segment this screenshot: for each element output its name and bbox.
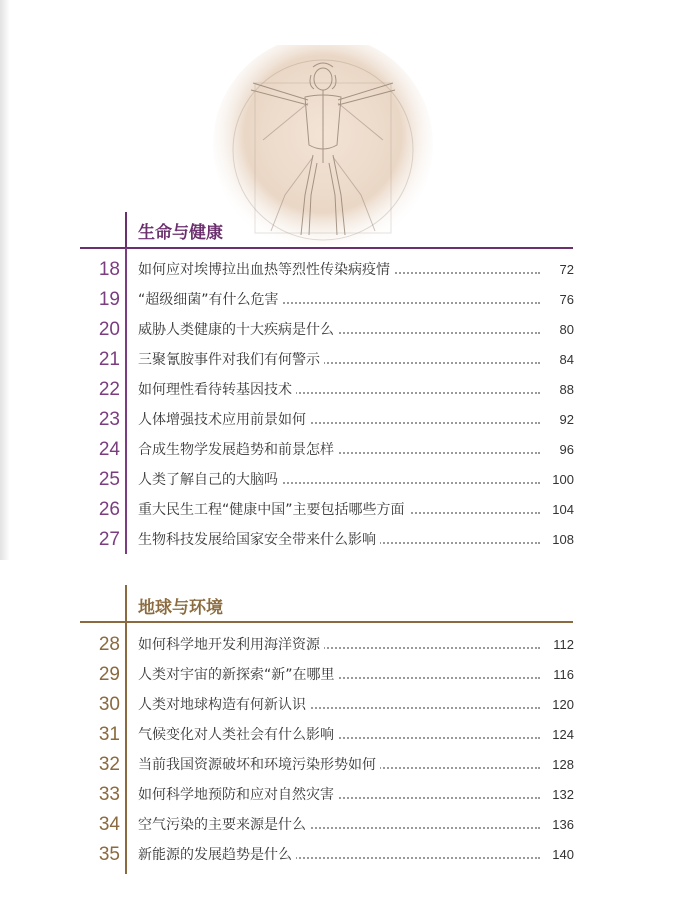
toc-entry[interactable] xyxy=(88,405,576,435)
toc-entry[interactable] xyxy=(88,660,576,690)
toc-entry-page: 128 xyxy=(548,750,574,780)
toc-entry-number: 34 xyxy=(98,814,120,835)
toc-entry-title: 新能源的发展趋势是什么 xyxy=(138,840,296,870)
toc-entry-number: 26 xyxy=(98,499,120,520)
toc-entry-number: 24 xyxy=(98,439,120,460)
toc-entry[interactable] xyxy=(88,315,576,345)
toc-entry-title: 人类了解自己的大脑吗 xyxy=(138,465,282,495)
toc-entry-page: 112 xyxy=(549,630,574,660)
toc-entry[interactable] xyxy=(88,345,576,375)
toc-entry-title: 人类对宇宙的新探索“新”在哪里 xyxy=(138,660,339,690)
toc-entry-number: 35 xyxy=(98,844,120,865)
vitruvian-man-illustration xyxy=(213,45,433,245)
section-title-health: 生命与健康 xyxy=(138,223,223,243)
toc-entry-title: 重大民生工程“健康中国”主要包括哪些方面 xyxy=(138,495,409,525)
toc-entry[interactable] xyxy=(88,630,576,660)
toc-entry-number: 25 xyxy=(98,469,120,490)
toc-entry-number: 27 xyxy=(98,529,120,550)
toc-entry-page: 108 xyxy=(548,525,574,555)
toc-entry-page: 124 xyxy=(548,720,574,750)
toc-entry-page: 92 xyxy=(556,405,574,435)
toc-entry-page: 96 xyxy=(556,435,574,465)
toc-entry-title: 人体增强技术应用前景如何 xyxy=(138,405,310,435)
toc-entry[interactable] xyxy=(88,255,576,285)
toc-entry-number: 29 xyxy=(98,664,120,685)
section-tick-earth xyxy=(125,585,127,621)
section-rule-earth xyxy=(80,621,573,623)
toc-entry-title: 如何应对埃博拉出血热等烈性传染病疫情 xyxy=(138,255,394,285)
toc-entry-number: 18 xyxy=(98,259,120,280)
toc-entry-number: 20 xyxy=(98,319,120,340)
toc-entry[interactable] xyxy=(88,375,576,405)
toc-entry-title: 空气污染的主要来源是什么 xyxy=(138,810,310,840)
toc-entry[interactable] xyxy=(88,465,576,495)
toc-entry-number: 21 xyxy=(98,349,120,370)
section-tick-health xyxy=(125,212,127,248)
toc-entry-title: 生物科技发展给国家安全带来什么影响 xyxy=(138,525,380,555)
toc-entry-title: 如何科学地开发利用海洋资源 xyxy=(138,630,324,660)
toc-entry-number: 22 xyxy=(98,379,120,400)
toc-entry-number: 33 xyxy=(98,784,120,805)
toc-entry-page: 136 xyxy=(548,810,574,840)
toc-entry-title: 三聚氰胺事件对我们有何警示 xyxy=(138,345,324,375)
toc-entry-title: “超级细菌”有什么危害 xyxy=(138,285,283,315)
toc-entry[interactable] xyxy=(88,810,576,840)
toc-entry[interactable] xyxy=(88,495,576,525)
toc-entry-number: 31 xyxy=(98,724,120,745)
section-title-earth: 地球与环境 xyxy=(138,598,223,618)
toc-entry-page: 88 xyxy=(556,375,574,405)
toc-entry-title: 当前我国资源破坏和环境污染形势如何 xyxy=(138,750,380,780)
toc-entry-page: 72 xyxy=(556,255,574,285)
toc-entry-page: 140 xyxy=(548,840,574,870)
toc-entry-number: 23 xyxy=(98,409,120,430)
toc-entry-page: 116 xyxy=(549,660,574,690)
toc-entry-page: 120 xyxy=(548,690,574,720)
toc-entry[interactable] xyxy=(88,720,576,750)
toc-entry[interactable] xyxy=(88,750,576,780)
toc-entry[interactable] xyxy=(88,840,576,870)
toc-entry[interactable] xyxy=(88,690,576,720)
toc-entry-number: 32 xyxy=(98,754,120,775)
toc-entry-page: 80 xyxy=(556,315,574,345)
toc-entry-page: 100 xyxy=(548,465,574,495)
toc-entry-title: 合成生物学发展趋势和前景怎样 xyxy=(138,435,338,465)
toc-entry-title: 如何科学地预防和应对自然灾害 xyxy=(138,780,338,810)
toc-entry-page: 132 xyxy=(548,780,574,810)
toc-entry-number: 19 xyxy=(98,289,120,310)
toc-entry-number: 28 xyxy=(98,634,120,655)
toc-entry-page: 104 xyxy=(548,495,574,525)
section-rule-health xyxy=(80,247,573,249)
toc-entry-title: 人类对地球构造有何新认识 xyxy=(138,690,310,720)
toc-entry-title: 如何理性看待转基因技术 xyxy=(138,375,296,405)
toc-entry-title: 气候变化对人类社会有什么影响 xyxy=(138,720,338,750)
page-edge-shadow xyxy=(0,0,10,560)
toc-entry[interactable] xyxy=(88,525,576,555)
toc-entry-page: 76 xyxy=(556,285,574,315)
toc-entry[interactable] xyxy=(88,285,576,315)
toc-entry[interactable] xyxy=(88,780,576,810)
toc-entry-page: 84 xyxy=(556,345,574,375)
toc-entry-title: 威胁人类健康的十大疾病是什么 xyxy=(138,315,338,345)
toc-entry[interactable] xyxy=(88,435,576,465)
toc-entry-number: 30 xyxy=(98,694,120,715)
